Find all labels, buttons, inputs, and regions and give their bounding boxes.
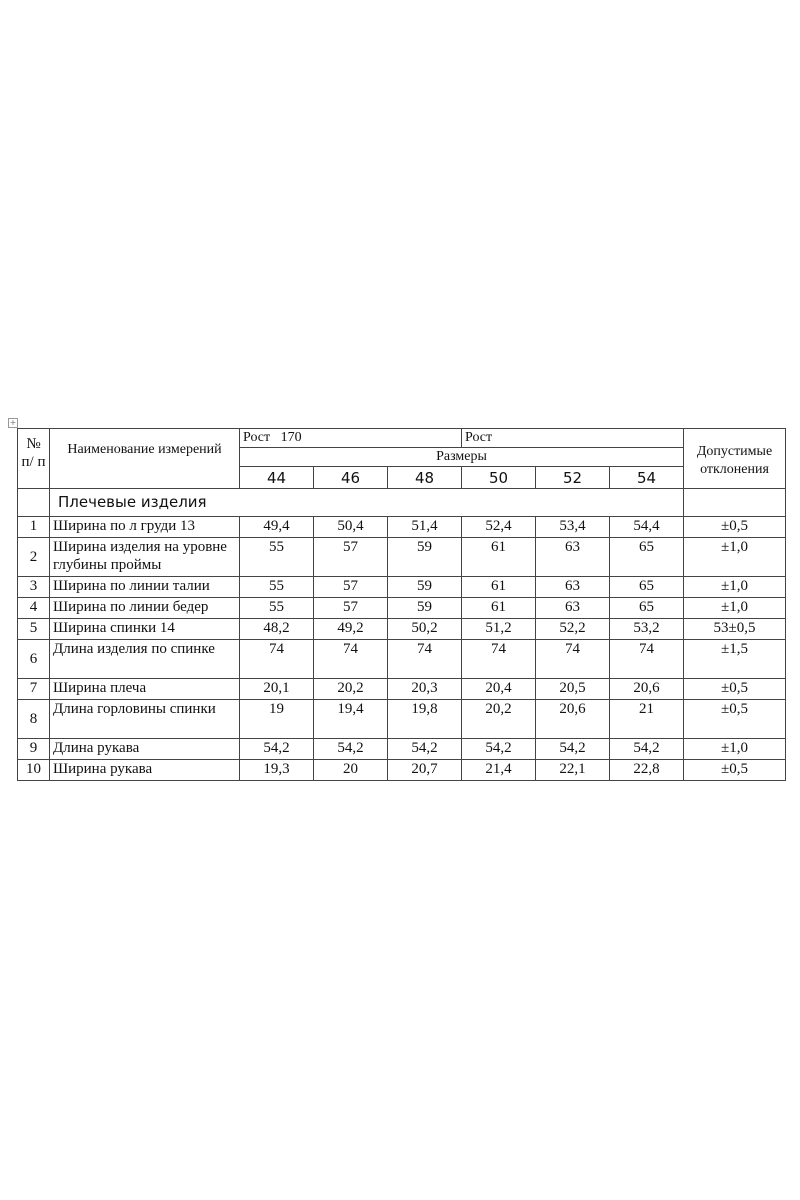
measurement-name: Ширина по л груди 13 <box>50 517 240 538</box>
table-row <box>18 760 786 781</box>
row-number: 6 <box>18 640 50 679</box>
size-value: 51,4 <box>388 517 462 538</box>
size-value: 19,8 <box>388 700 462 739</box>
size-value: 20,7 <box>388 760 462 781</box>
size-value: 55 <box>240 577 314 598</box>
size-value: 63 <box>536 538 610 577</box>
size-header: 48 <box>388 467 462 489</box>
tolerance-value: 53±0,5 <box>684 619 786 640</box>
size-value: 63 <box>536 598 610 619</box>
row-number: 7 <box>18 679 50 700</box>
header-sizes: Размеры <box>240 448 684 467</box>
table-row <box>18 598 786 619</box>
size-value: 22,1 <box>536 760 610 781</box>
size-value: 74 <box>240 640 314 679</box>
size-value: 74 <box>536 640 610 679</box>
table-move-handle-icon[interactable]: + <box>9 418 17 427</box>
measurement-name: Длина изделия по спинке <box>50 640 240 679</box>
measurement-name: Ширина плеча <box>50 679 240 700</box>
size-value: 61 <box>462 598 536 619</box>
size-value: 65 <box>610 598 684 619</box>
section-tol-cell <box>684 489 786 517</box>
table-row <box>18 739 786 760</box>
size-value: 57 <box>314 577 388 598</box>
size-value: 61 <box>462 538 536 577</box>
size-value: 48,2 <box>240 619 314 640</box>
size-value: 20,2 <box>462 700 536 739</box>
measurement-name: Ширина спинки 14 <box>50 619 240 640</box>
measurement-name: Ширина по линии бедер <box>50 598 240 619</box>
tolerance-value: ±0,5 <box>684 760 786 781</box>
tolerance-value: ±0,5 <box>684 679 786 700</box>
size-value: 55 <box>240 538 314 577</box>
size-value: 61 <box>462 577 536 598</box>
size-value: 20,4 <box>462 679 536 700</box>
table-row <box>18 538 786 577</box>
size-value: 20,1 <box>240 679 314 700</box>
size-value: 54,4 <box>610 517 684 538</box>
measurement-table <box>17 428 786 781</box>
size-value: 65 <box>610 577 684 598</box>
header-name: Наименование измерений <box>50 429 240 489</box>
size-value: 49,4 <box>240 517 314 538</box>
header-num: № п/ п <box>18 429 50 489</box>
header-height-2: Рост <box>462 429 684 448</box>
row-number: 1 <box>18 517 50 538</box>
table-row <box>18 640 786 679</box>
size-header: 54 <box>610 467 684 489</box>
size-value: 20,3 <box>388 679 462 700</box>
tolerance-value: ±0,5 <box>684 700 786 739</box>
row-number: 8 <box>18 700 50 739</box>
row-number: 2 <box>18 538 50 577</box>
row-number: 9 <box>18 739 50 760</box>
size-value: 54,2 <box>240 739 314 760</box>
size-value: 19,3 <box>240 760 314 781</box>
row-number: 3 <box>18 577 50 598</box>
table-row <box>18 679 786 700</box>
size-value: 74 <box>314 640 388 679</box>
size-value: 54,2 <box>314 739 388 760</box>
table-row <box>18 700 786 739</box>
size-value: 55 <box>240 598 314 619</box>
tolerance-value: ±1,5 <box>684 640 786 679</box>
size-value: 20,5 <box>536 679 610 700</box>
size-value: 54,2 <box>536 739 610 760</box>
size-value: 50,2 <box>388 619 462 640</box>
header-tolerance: Допустимые отклонения <box>684 429 786 489</box>
size-value: 21,4 <box>462 760 536 781</box>
size-value: 59 <box>388 538 462 577</box>
size-value: 51,2 <box>462 619 536 640</box>
size-value: 50,4 <box>314 517 388 538</box>
size-value: 57 <box>314 598 388 619</box>
size-value: 54,2 <box>388 739 462 760</box>
size-value: 52,4 <box>462 517 536 538</box>
size-header: 46 <box>314 467 388 489</box>
size-value: 19 <box>240 700 314 739</box>
size-value: 74 <box>388 640 462 679</box>
row-number: 4 <box>18 598 50 619</box>
size-value: 53,2 <box>610 619 684 640</box>
size-header: 52 <box>536 467 610 489</box>
size-value: 57 <box>314 538 388 577</box>
size-value: 20 <box>314 760 388 781</box>
size-value: 20,6 <box>536 700 610 739</box>
row-number: 10 <box>18 760 50 781</box>
section-num-cell <box>18 489 50 517</box>
size-value: 54,2 <box>610 739 684 760</box>
table-row <box>18 577 786 598</box>
header-height-1: Рост 170 <box>240 429 462 448</box>
measurement-name: Длина рукава <box>50 739 240 760</box>
size-value: 65 <box>610 538 684 577</box>
size-value: 59 <box>388 598 462 619</box>
size-header: 44 <box>240 467 314 489</box>
measurement-name: Ширина по линии талии <box>50 577 240 598</box>
measurement-name: Ширина изделия на уровне глубины проймы <box>50 538 240 577</box>
size-value: 54,2 <box>462 739 536 760</box>
measurement-name: Ширина рукава <box>50 760 240 781</box>
size-value: 59 <box>388 577 462 598</box>
tolerance-value: ±1,0 <box>684 739 786 760</box>
size-value: 20,2 <box>314 679 388 700</box>
tolerance-value: ±0,5 <box>684 517 786 538</box>
table-row <box>18 517 786 538</box>
tolerance-value: ±1,0 <box>684 577 786 598</box>
size-header: 50 <box>462 467 536 489</box>
size-value: 63 <box>536 577 610 598</box>
size-value: 22,8 <box>610 760 684 781</box>
size-value: 53,4 <box>536 517 610 538</box>
tolerance-value: ±1,0 <box>684 538 786 577</box>
size-value: 21 <box>610 700 684 739</box>
row-number: 5 <box>18 619 50 640</box>
size-value: 74 <box>462 640 536 679</box>
size-value: 74 <box>610 640 684 679</box>
size-value: 20,6 <box>610 679 684 700</box>
size-value: 52,2 <box>536 619 610 640</box>
section-title: Плечевые изделия <box>50 489 684 517</box>
table-row <box>18 619 786 640</box>
tolerance-value: ±1,0 <box>684 598 786 619</box>
size-value: 19,4 <box>314 700 388 739</box>
size-value: 49,2 <box>314 619 388 640</box>
measurement-name: Длина горловины спинки <box>50 700 240 739</box>
